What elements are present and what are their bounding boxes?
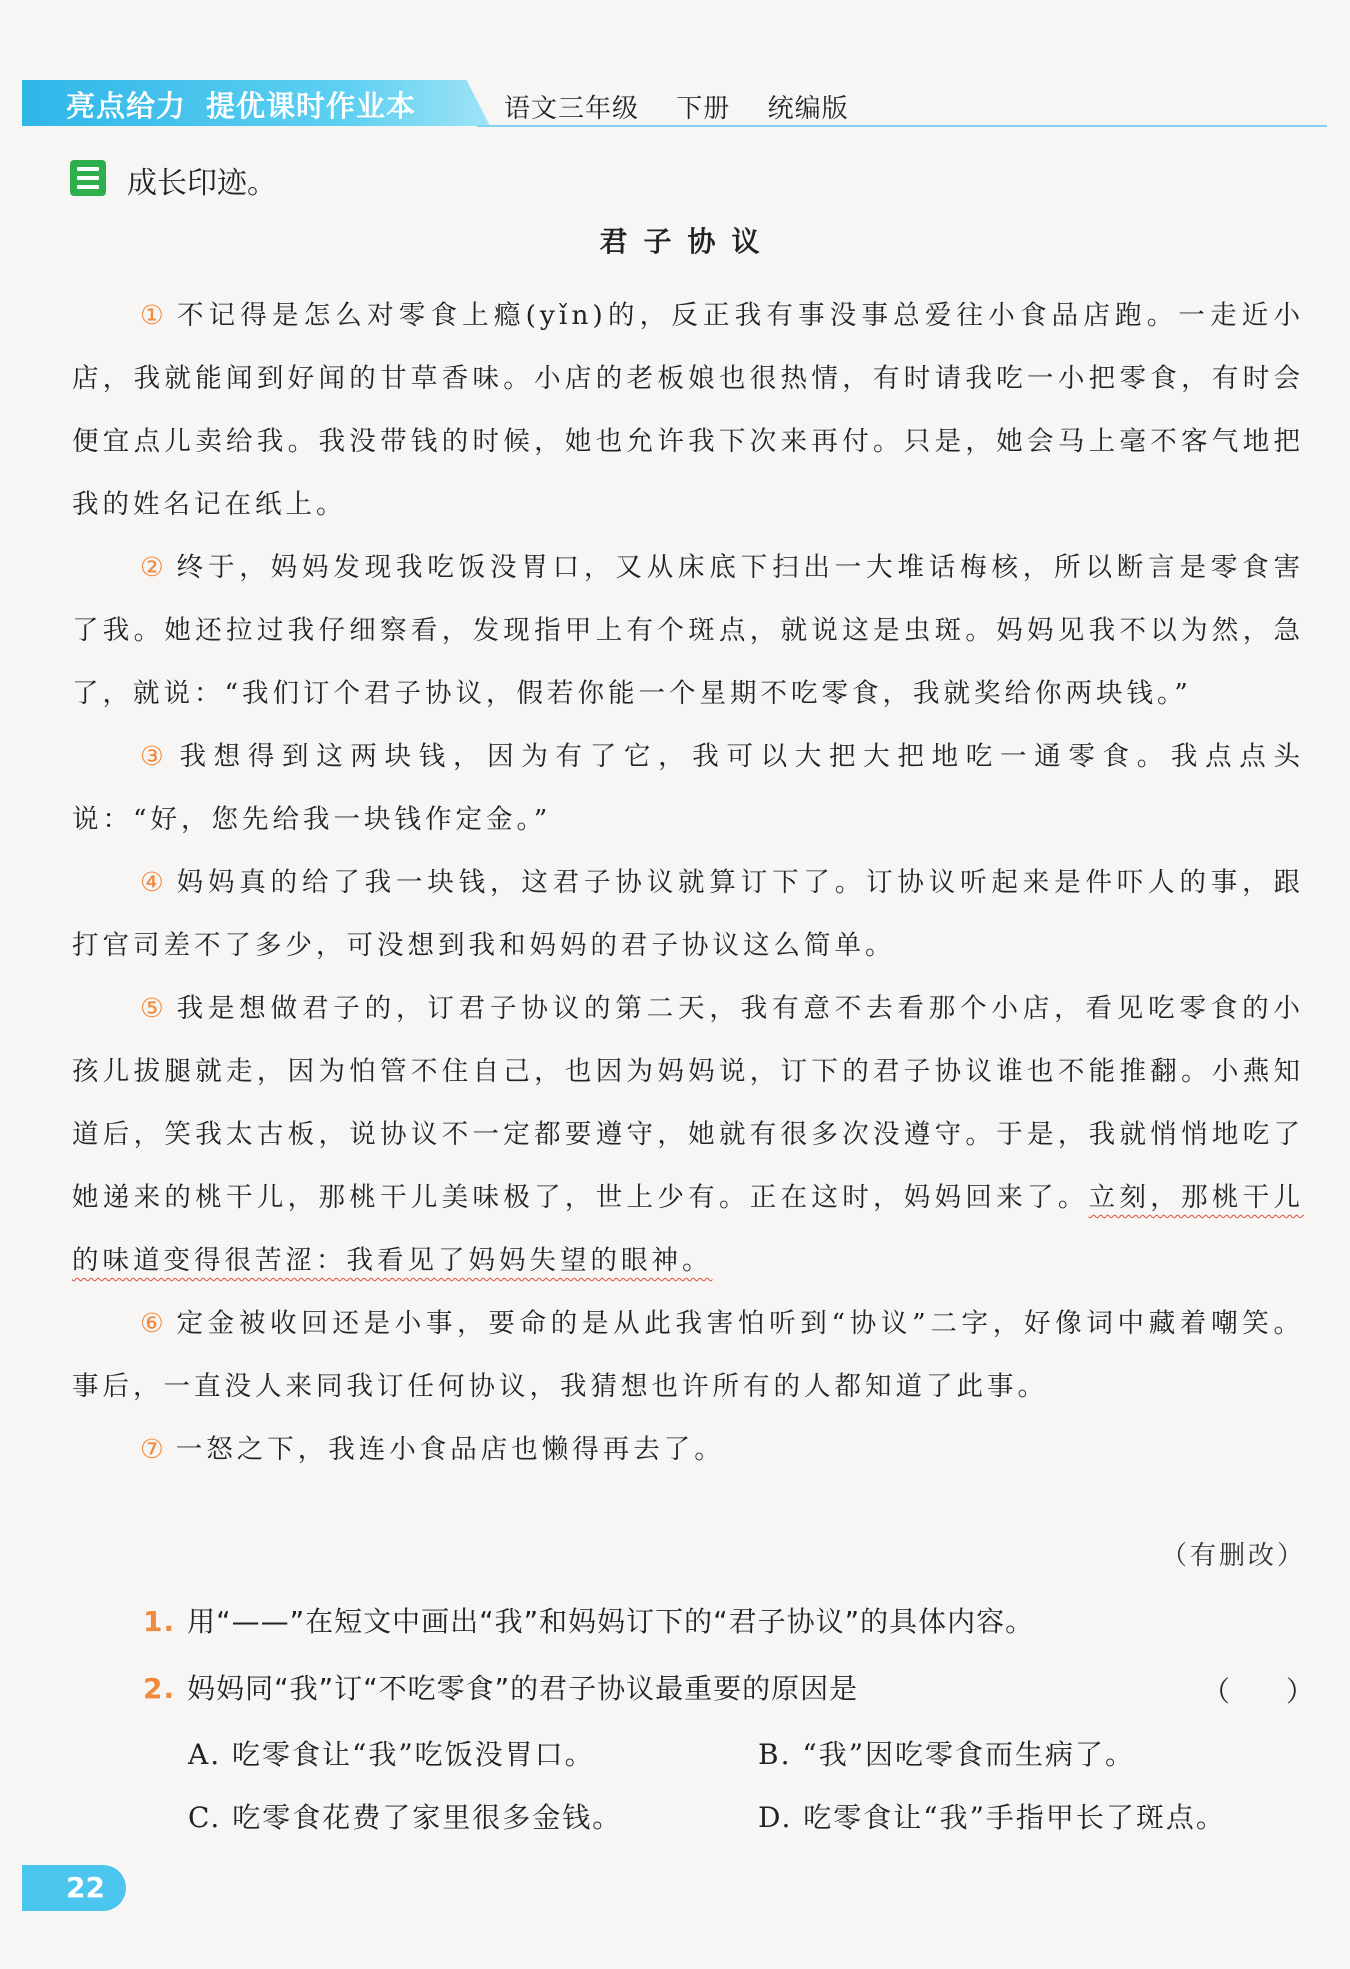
- question-2: [143, 1667, 858, 1707]
- paragraph-text: 我想得到这两块钱，因为有了它，我可以大把大把地吃一通零食。我点点头说：“好，您先给我一块钱作定金。”: [72, 741, 1304, 835]
- paragraph-number: ⑥: [140, 1308, 169, 1339]
- header-divider: [477, 125, 1327, 127]
- option-b[interactable]: B. “我”因吃零食而生病了。: [758, 1738, 1136, 1771]
- paragraph-2: [72, 536, 1304, 725]
- paragraph-number: ③: [140, 741, 172, 772]
- paragraph-text: 不记得是怎么对零食上瘾(yǐn)的，反正我有事没事总爱往小食品店跑。一走近小店，我就能闻到好闻的甘草香味。小店的老板娘也很热情，有时请我吃一小把零食，有时会便宜点儿卖给我。我没带钱的时候，她也允许我下次来再付。只是，她会马上毫不客气地把我的姓名记在纸上。: [72, 300, 1304, 520]
- paragraph-text: 妈妈真的给了我一块钱，这君子协议就算订下了。订协议听起来是件吓人的事，跟打官司差不了多少，可没想到我和妈妈的君子协议这么简单。: [72, 867, 1305, 961]
- page-number: 22: [66, 1871, 105, 1904]
- paragraph-3: [72, 725, 1304, 851]
- book-name: 提优课时作业本: [206, 89, 417, 123]
- page-header: [22, 80, 1327, 130]
- question-text: 妈妈同“我”订“不吃零食”的君子协议最重要的原因是: [187, 1672, 859, 1705]
- paragraph-text: 一怒之下，我连小食品店也懒得再去了。: [175, 1434, 725, 1465]
- paragraph-number: ⑤: [140, 993, 169, 1024]
- paragraph-7: [72, 1418, 1304, 1481]
- paragraph-text: 我是想做君子的，订君子协议的第二天，我有意不去看那个小店，看见吃零食的小孩儿拔腿就走，因为怕管不住自己，也因为妈妈说，订下的君子协议谁也不能推翻。小燕知道后，笑我太古板，说协议不一定都要遵守，她就有很多次没遵守。于是，我就悄悄地吃了她递来的桃干儿，那桃干儿美味极了，世上少有。正在这时，妈妈回来了。: [72, 993, 1305, 1213]
- paragraph-number: ④: [140, 867, 169, 898]
- paragraph-number: ①: [140, 300, 169, 331]
- edition: 统编版: [767, 94, 849, 124]
- option-a[interactable]: A. 吃零食让“我”吃饭没胃口。: [188, 1738, 595, 1771]
- page-number-tab: [22, 1865, 126, 1911]
- question-number: 1.: [143, 1605, 176, 1638]
- wavy-underlined-sentence: 立刻，那桃干儿的味道变得很苦涩：我看见了妈妈失望的眼神。: [72, 1182, 1305, 1276]
- article-body: [72, 284, 1304, 1481]
- header-meta: [504, 88, 877, 125]
- answer-bracket[interactable]: （ ）: [1202, 1675, 1315, 1708]
- question-number: 2.: [143, 1672, 176, 1705]
- paragraph-number: ⑦: [140, 1434, 168, 1465]
- question-1: [143, 1600, 1034, 1640]
- paragraph-text: 终于，妈妈发现我吃饭没胃口，又从床底下扫出一大堆话梅核，所以断言是零食害了我。她还拉过我仔细察看，发现指甲上有个斑点，就说这是虫斑。妈妈见我不以为然，急了，就说：“我们订个君子协议，假若你能一个星期不吃零食，我就奖给你两块钱。”: [72, 552, 1305, 709]
- paragraph-number: ②: [140, 552, 169, 583]
- option-d[interactable]: D. 吃零食让“我”手指甲长了斑点。: [758, 1801, 1226, 1834]
- question-text: 用“——”在短文中画出“我”和妈妈订下的“君子协议”的具体内容。: [187, 1605, 1035, 1638]
- volume: 下册: [676, 94, 731, 124]
- edit-note: （有删改）: [1160, 1541, 1306, 1571]
- section-title: 成长印迹。: [127, 166, 277, 201]
- paragraph-1: [72, 284, 1304, 536]
- paragraph-5: [72, 977, 1304, 1292]
- option-c[interactable]: C. 吃零食花费了家里很多金钱。: [188, 1801, 623, 1834]
- paragraph-6: [72, 1292, 1304, 1418]
- header-banner-text: [66, 84, 416, 125]
- section-three-icon: [70, 160, 106, 196]
- paragraph-text: 定金被收回还是小事，要命的是从此我害怕听到“协议”二字，好像词中藏着嘲笑。事后，一直没人来同我订任何协议，我猜想也许所有的人都知道了此事。: [72, 1308, 1304, 1402]
- paragraph-4: [72, 851, 1304, 977]
- subject-grade: 语文三年级: [504, 94, 640, 124]
- series-name: 亮点给力: [66, 89, 187, 123]
- article-title: 君子协议: [599, 225, 776, 258]
